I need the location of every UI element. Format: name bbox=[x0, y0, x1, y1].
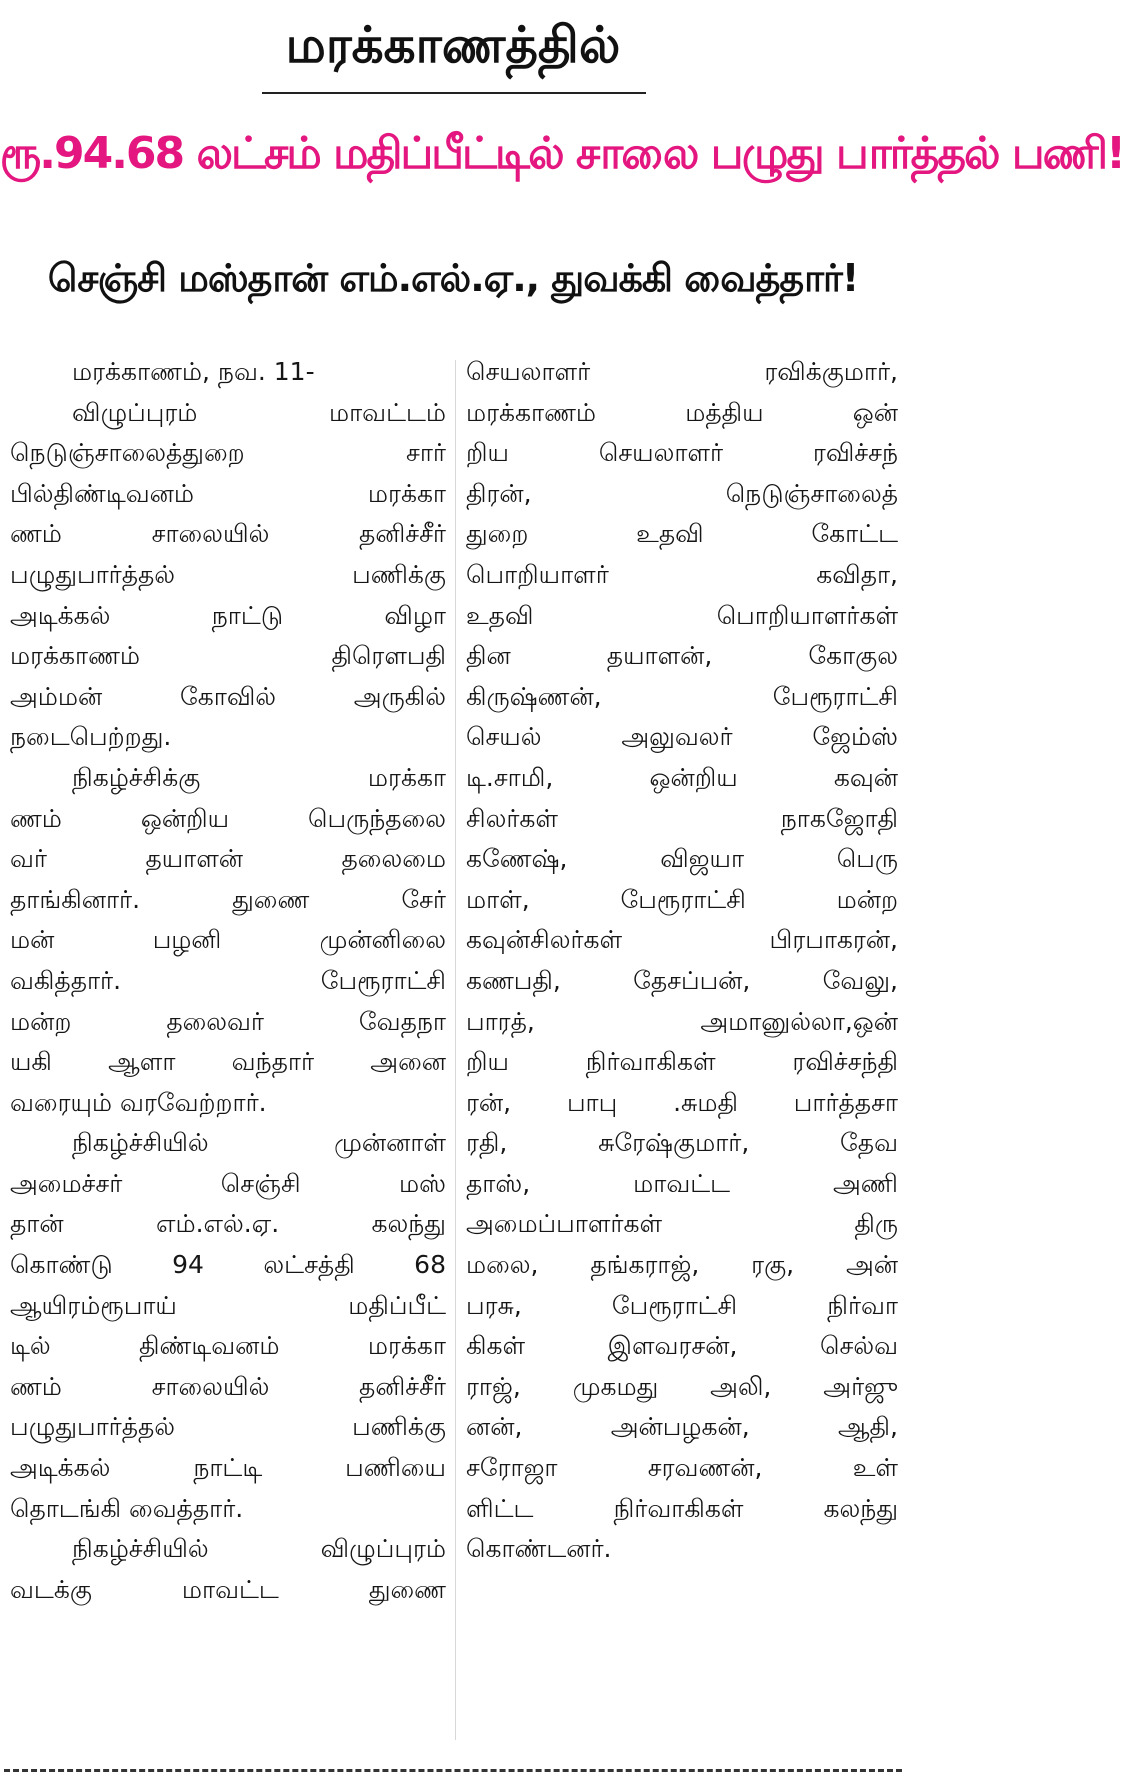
article-line: னன், அன்பழகன், ஆதி, bbox=[466, 1412, 898, 1442]
article-line: மரக்காணம் மத்திய ஒன் bbox=[466, 397, 898, 427]
column-divider bbox=[455, 360, 456, 1740]
article-line: நிகழ்ச்சிக்கு மரக்கா bbox=[72, 762, 446, 792]
article-line: ரன், பாபு .சுமதி பார்த்தசா bbox=[466, 1087, 898, 1117]
article-line: மரக்காணம் திரௌபதி bbox=[10, 641, 446, 671]
article-line: பழுதுபார்த்தல் பணிக்கு bbox=[10, 559, 446, 589]
article-line: வகித்தார். பேரூராட்சி bbox=[10, 965, 446, 995]
bottom-dashed-rule bbox=[4, 1769, 902, 1772]
article-line: டில் திண்டிவனம் மரக்கா bbox=[10, 1331, 446, 1361]
article-line: கிருஷ்ணன், பேரூராட்சி bbox=[466, 681, 898, 711]
article-line: ஆயிரம்ரூபாய் மதிப்பீட் bbox=[10, 1290, 446, 1320]
subheadline: செஞ்சி மஸ்தான் எம்.எல்.ஏ., துவக்கி வைத்தார்! bbox=[47, 256, 859, 300]
article-line: திரன், நெடுஞ்சாலைத் bbox=[466, 478, 898, 508]
article-line: பில்திண்டிவனம் மரக்கா bbox=[10, 478, 446, 508]
article-line: தாங்கினார். துணை சேர் bbox=[10, 884, 446, 914]
article-line: அம்மன் கோவில் அருகில் bbox=[10, 681, 446, 711]
article-line: கணேஷ், விஜயா பெரு bbox=[466, 844, 898, 874]
article-line: மரக்காணம், நவ. 11- bbox=[72, 357, 315, 386]
article-line: துறை உதவி கோட்ட bbox=[466, 519, 898, 549]
article-line: தான் எம்.எல்.ஏ. கலந்து bbox=[10, 1209, 446, 1239]
article-line: அமைச்சர் செஞ்சி மஸ் bbox=[10, 1168, 446, 1198]
article-line: சரோஜா சரவணன், உள் bbox=[466, 1453, 898, 1483]
article-line: செயல் அலுவலர் ஜேம்ஸ் bbox=[466, 722, 898, 752]
column-left bbox=[10, 352, 446, 1610]
article-line: தின தயாளன், கோகுல bbox=[466, 641, 898, 671]
article-line: நெடுஞ்சாலைத்துறை சார் bbox=[10, 438, 446, 468]
article-line: கொண்டனர். bbox=[466, 1534, 612, 1564]
article-line: மலை, தங்கராஜ், ரகு, அன் bbox=[466, 1250, 898, 1280]
article-line: யகி ஆளா வந்தார் அனை bbox=[10, 1047, 446, 1077]
article-line: ணம் சாலையில் தனிச்சீர் bbox=[10, 519, 446, 549]
article-line: றிய நிர்வாகிகள் ரவிச்சந்தி bbox=[466, 1047, 898, 1077]
article-line: வடக்கு மாவட்ட துணை bbox=[10, 1574, 446, 1604]
article-line: கிகள் இளவரசன், செல்வ bbox=[466, 1331, 898, 1361]
article-line: சிலர்கள் நாகஜோதி bbox=[466, 803, 898, 833]
column-right bbox=[466, 352, 898, 1570]
article-line: அமைப்பாளர்கள் திரு bbox=[466, 1209, 898, 1239]
article-line: பழுதுபார்த்தல் பணிக்கு bbox=[10, 1412, 446, 1442]
article-line: வரையும் வரவேற்றார். bbox=[10, 1087, 267, 1117]
article-line: அடிக்கல் நாட்டு விழா bbox=[10, 600, 446, 630]
article-line: வர் தயாளன் தலைமை bbox=[10, 844, 446, 874]
kicker-underline bbox=[262, 92, 646, 94]
article-line: மாள், பேரூராட்சி மன்ற bbox=[466, 884, 898, 914]
article-line: மன்ற தலைவர் வேதநா bbox=[10, 1006, 446, 1036]
article-line: கணபதி, தேசப்பன், வேலு, bbox=[466, 965, 898, 995]
article-line: கொண்டு 94 லட்சத்தி 68 bbox=[10, 1250, 446, 1280]
article-line: தொடங்கி வைத்தார். bbox=[10, 1493, 244, 1523]
article-line: ராஜ், முகமது அலி, அர்ஜு bbox=[466, 1371, 898, 1401]
kicker: மரக்காணத்தில் bbox=[285, 16, 621, 74]
article-line: பொறியாளர் கவிதா, bbox=[466, 559, 898, 589]
article-line: மன் பழனி முன்னிலை bbox=[10, 925, 446, 955]
article-line: கவுன்சிலர்கள் பிரபாகரன், bbox=[466, 925, 898, 955]
article-line: நிகழ்ச்சியில் முன்னாள் bbox=[72, 1128, 446, 1158]
article-line: நிகழ்ச்சியில் விழுப்புரம் bbox=[72, 1534, 446, 1564]
article-line: டி.சாமி, ஒன்றிய கவுன் bbox=[466, 762, 898, 792]
article-line: அடிக்கல் நாட்டி பணியை bbox=[10, 1453, 446, 1483]
article-line: பாரத், அமானுல்லா,ஒன் bbox=[466, 1006, 898, 1036]
article-line: தாஸ், மாவட்ட அணி bbox=[466, 1168, 898, 1198]
article-line: ணம் சாலையில் தனிச்சீர் bbox=[10, 1371, 446, 1401]
article-line: ளிட்ட நிர்வாகிகள் கலந்து bbox=[466, 1493, 898, 1523]
article-line: ணம் ஒன்றிய பெருந்தலை bbox=[10, 803, 446, 833]
article-line: றிய செயலாளர் ரவிச்சந் bbox=[466, 438, 898, 468]
article-line: ரதி, சுரேஷ்குமார், தேவ bbox=[466, 1128, 898, 1158]
headline: ரூ.94.68 லட்சம் மதிப்பீட்டில் சாலை பழுது பார்த்தல் பணி! bbox=[0, 128, 1124, 179]
article-line: விழுப்புரம் மாவட்டம் bbox=[72, 397, 446, 427]
article-line: செயலாளர் ரவிக்குமார், bbox=[466, 357, 898, 386]
article-line: உதவி பொறியாளர்கள் bbox=[466, 600, 898, 630]
article-line: பரசு, பேரூராட்சி நிர்வா bbox=[466, 1290, 898, 1320]
article-line: நடைபெற்றது. bbox=[10, 722, 172, 752]
